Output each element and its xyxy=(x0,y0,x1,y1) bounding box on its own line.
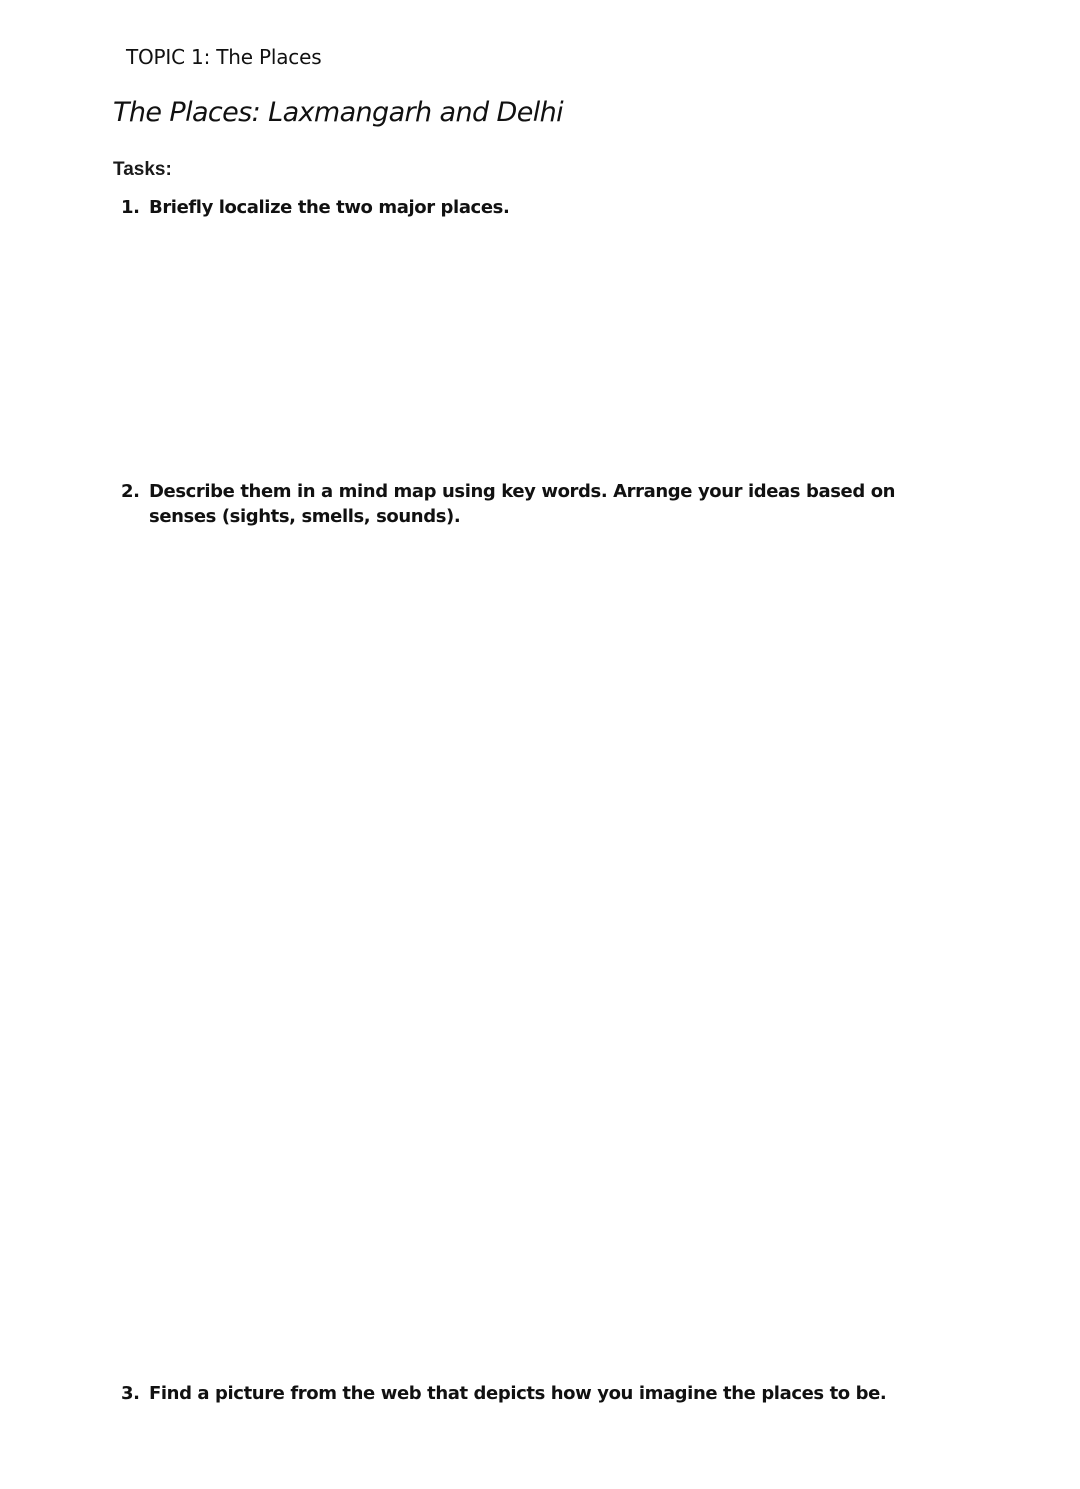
task-number: 1. xyxy=(121,197,140,218)
task-item-1 xyxy=(121,195,921,220)
task-text: Briefly localize the two major places. xyxy=(149,197,510,218)
task-text: Describe them in a mind map using key words. Arrange your ideas based on senses (sights, smells, sounds). xyxy=(149,481,896,527)
task-number: 3. xyxy=(121,1383,140,1404)
task-number: 2. xyxy=(121,481,140,502)
task-item-3 xyxy=(121,1381,921,1406)
task-text: Find a picture from the web that depicts how you imagine the places to be. xyxy=(149,1383,887,1404)
task-item-2 xyxy=(121,479,921,529)
topic-header: TOPIC 1: The Places xyxy=(126,45,322,69)
page-title: The Places: Laxmangarh and Delhi xyxy=(113,97,564,128)
tasks-heading: Tasks: xyxy=(113,159,172,180)
